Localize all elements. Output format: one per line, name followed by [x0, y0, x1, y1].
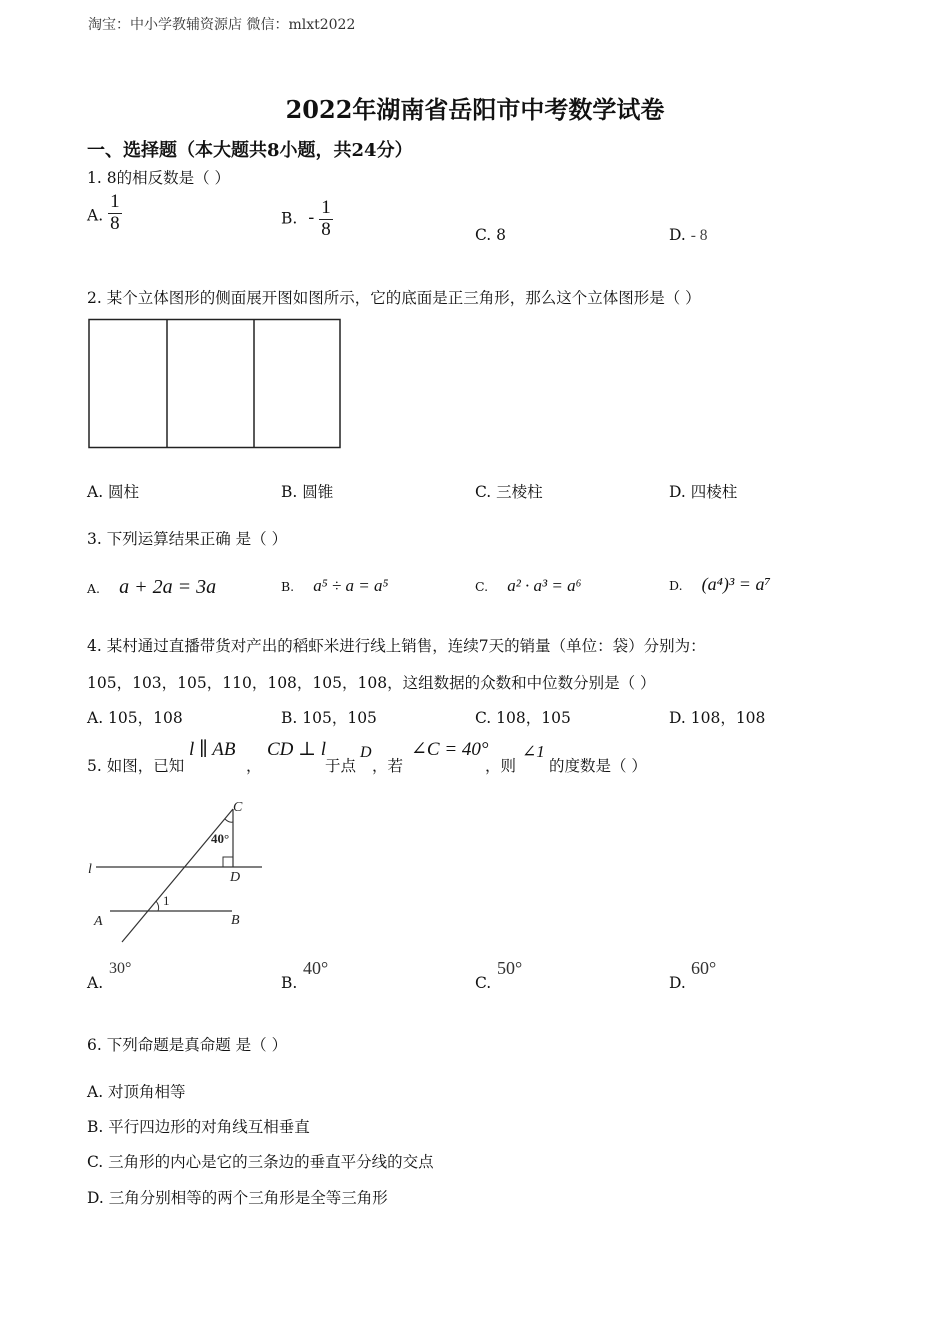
header-shop-info: 淘宝：中小学教辅资源店 微信：mlxt2022 — [88, 17, 356, 33]
q4-option-b[interactable]: B. 105，105 — [281, 709, 377, 727]
q1-a-label: A. — [87, 206, 104, 225]
q1-b-sign: - — [308, 207, 315, 229]
doc-title: 2022年湖南省岳阳市中考数学试卷 — [285, 95, 665, 124]
q5-foot-text: 于点 — [325, 757, 357, 775]
q5-then-text: ，则 — [485, 757, 517, 775]
q1-b-denominator: 8 — [321, 218, 331, 240]
q1-option-d[interactable] — [669, 226, 708, 245]
q5-stem-prefix: 5. 如图，已知 — [87, 757, 185, 775]
q4-option-a[interactable]: A. 105，108 — [87, 709, 183, 727]
q1-d-value: - 8 — [690, 227, 708, 244]
net-outer-rect — [89, 320, 340, 448]
q3-option-c[interactable] — [475, 576, 582, 596]
q1-a-fraction — [108, 192, 122, 235]
q1-a-denominator: 8 — [110, 212, 120, 234]
q2-stem: 2. 某个立体图形的侧面展开图如图所示，它的底面是正三角形，那么这个立体图形是（ ） — [87, 289, 701, 307]
angle-1-arc — [156, 901, 159, 911]
label-l: l — [88, 862, 92, 877]
q1-a-numerator: 1 — [110, 191, 120, 212]
section-heading: 一、选择题（本大题共8小题，共24分） — [87, 140, 413, 161]
q6-stem: 6. 下列命题是真命题 是（ ） — [87, 1036, 288, 1054]
q5-point-d: D — [360, 744, 372, 761]
q5-cond-angle-c: ∠C = 40° — [411, 739, 489, 760]
q3-stem: 3. 下列运算结果正确 是（ ） — [87, 530, 288, 548]
q1-b-fraction — [319, 198, 333, 241]
q1-b-label: B. — [281, 209, 298, 228]
q3-option-b[interactable] — [281, 576, 388, 596]
right-angle-mark — [223, 857, 233, 867]
q2-option-a[interactable]: A. 圆柱 — [87, 483, 140, 501]
q3-d-label: D. — [669, 578, 683, 593]
q5-geometry-figure — [84, 795, 269, 950]
q4-option-c[interactable]: C. 108，105 — [475, 709, 571, 727]
angle-c-arc — [225, 819, 233, 822]
q2-option-c[interactable]: C. 三棱柱 — [475, 483, 543, 501]
q5-option-c-value: 50° — [497, 958, 523, 978]
q4-stem-line2: 105，103，105，110，108，105，108，这组数据的众数和中位数分别是（ ） — [87, 674, 656, 692]
q3-a-label: A. — [87, 581, 101, 596]
q3-b-expr: a⁵ ÷ a = a⁵ — [313, 576, 389, 595]
label-c: C — [233, 800, 243, 815]
q4-stem-line1: 4. 某村通过直播带货对产出的稻虾米进行线上销售，连续7天的销量（单位：袋）分别为： — [87, 637, 706, 655]
q1-option-a[interactable] — [87, 191, 122, 235]
q2-net-figure — [88, 318, 342, 450]
q6-option-b[interactable]: B. 平行四边形的对角线互相垂直 — [87, 1118, 310, 1136]
q3-option-a[interactable] — [87, 576, 216, 599]
q6-option-c[interactable]: C. 三角形的内心是它的三条边的垂直平分线的交点 — [87, 1153, 434, 1171]
q1-stem: 1. 8的相反数是（ ） — [87, 169, 231, 187]
q5-angle-1: ∠1 — [522, 742, 545, 761]
q5-option-d-value: 60° — [691, 958, 717, 978]
q3-a-expr: a + 2a = 3a — [119, 576, 217, 598]
q3-b-label: B. — [281, 579, 295, 594]
q5-option-d-label[interactable]: D. — [669, 974, 686, 992]
q5-option-b-value: 40° — [303, 958, 329, 978]
label-1: 1 — [163, 893, 170, 908]
label-d: D — [230, 870, 241, 885]
q1-option-c[interactable]: C. 8 — [475, 226, 507, 244]
q2-option-d[interactable]: D. 四棱柱 — [669, 483, 738, 501]
q5-comma-1: ， — [246, 757, 262, 775]
q3-c-expr: a² · a³ = a⁶ — [507, 576, 582, 595]
q6-option-d[interactable]: D. 三角分别相等的两个三角形是全等三角形 — [87, 1189, 388, 1207]
q5-option-c-label[interactable]: C. — [475, 974, 492, 992]
q5-cond-perpendicular: CD ⊥ l — [267, 739, 327, 760]
q5-stem-tail: 的度数是（ ） — [549, 757, 647, 775]
label-a: A — [94, 914, 103, 929]
q5-option-a-label[interactable]: A. — [87, 974, 104, 992]
q5-option-b-label[interactable]: B. — [281, 974, 298, 992]
q2-option-b[interactable]: B. 圆锥 — [281, 483, 334, 501]
q1-option-b[interactable] — [281, 198, 333, 241]
q3-d-expr: (a⁴)³ = a⁷ — [701, 574, 771, 594]
q3-c-label: C. — [475, 579, 489, 594]
label-b: B — [231, 913, 240, 928]
q5-if-text: ，若 — [372, 757, 404, 775]
q4-option-d[interactable]: D. 108，108 — [669, 709, 766, 727]
q1-b-numerator: 1 — [321, 197, 331, 218]
label-40deg: 40° — [211, 831, 230, 846]
q1-d-label: D. — [669, 226, 686, 244]
q5-option-a-value: 30° — [109, 960, 132, 977]
q6-option-a[interactable]: A. 对顶角相等 — [87, 1083, 186, 1101]
q5-cond-parallel: l ∥ AB — [189, 739, 236, 760]
q3-option-d[interactable] — [669, 574, 771, 595]
transversal-line — [122, 809, 233, 942]
